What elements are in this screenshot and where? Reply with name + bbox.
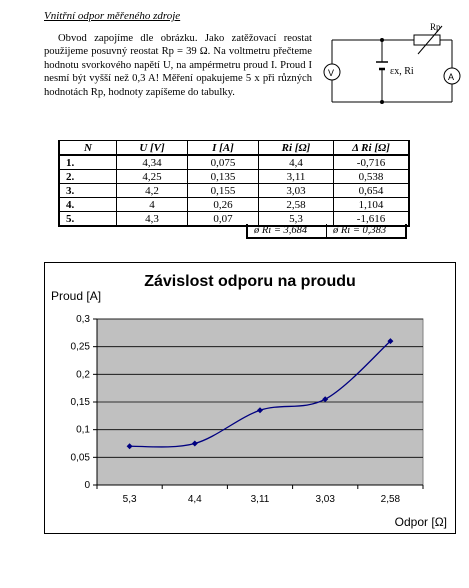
cell: 4,4	[259, 155, 334, 170]
measurement-table	[58, 140, 410, 227]
cell: 2,58	[259, 198, 334, 212]
instructions-paragraph: Obvod zapojíme dle obrázku. Jako zatěžovací reostat použijeme posuvný reostat Rp = 39 Ω. Na voltmetru přečteme hodnotu svorkového napětí U, na ampérmetru proud I. Proud I nesmí být vyšší než 0,3 A! Měření opakujeme 5 x při různých hodnotách Rp, hodnoty zapíšeme do tabulky.	[44, 33, 312, 98]
circuit-diagram	[318, 20, 464, 112]
chart-title: Závislost odporu na proudu	[144, 273, 356, 290]
x-tick-label: 2,58	[380, 494, 401, 505]
chart	[44, 262, 456, 534]
cell: 3,03	[259, 184, 334, 198]
x-tick-label: 5,3	[122, 494, 137, 505]
cell: -1,616	[334, 212, 410, 227]
cell: 3.	[59, 184, 117, 198]
cell: 0,075	[188, 155, 259, 170]
table-row	[59, 170, 409, 184]
col-header-dri: Δ Ri [Ω]	[334, 141, 410, 156]
section-heading: Vnitřní odpor měřeného zdroje	[44, 10, 181, 22]
y-tick-label: 0,2	[76, 369, 90, 381]
cell: 4.	[59, 198, 117, 212]
cell: 4	[117, 198, 188, 212]
average-ri: ø Ri = 3,684	[246, 224, 327, 239]
col-header-i: I [A]	[188, 141, 259, 156]
cell: 0,07	[188, 212, 259, 227]
cell: 4,25	[117, 170, 188, 184]
voltmeter-label: V	[328, 68, 335, 78]
cell: 0,155	[188, 184, 259, 198]
y-axis-label: Proud [A]	[51, 289, 102, 303]
x-tick-label: 3,03	[315, 494, 335, 505]
y-tick-label: 0,1	[76, 424, 90, 436]
cell: 4,2	[117, 184, 188, 198]
cell: 0,26	[188, 198, 259, 212]
average-delta-ri: ø Ri = 0,383	[327, 224, 407, 239]
cell: -0,716	[334, 155, 410, 170]
y-tick-label: 0	[84, 480, 90, 491]
x-tick-label: 3,11	[250, 494, 270, 505]
col-header-ri: Ri [Ω]	[259, 141, 334, 156]
cell: 5.	[59, 212, 117, 227]
rp-label: Rp	[430, 22, 441, 32]
cell: 1,104	[334, 198, 410, 212]
chart-plot	[45, 263, 455, 533]
average-row	[246, 224, 407, 239]
cell: 0,135	[188, 170, 259, 184]
table-row	[59, 155, 409, 170]
cell: 1.	[59, 155, 117, 170]
col-header-n: N	[59, 141, 117, 156]
y-tick-label: 0,25	[70, 341, 90, 353]
table-row	[59, 198, 409, 212]
col-header-u: U [V]	[117, 141, 188, 156]
y-tick-label: 0,3	[76, 314, 90, 325]
cell: 2.	[59, 170, 117, 184]
cell: 0,654	[334, 184, 410, 198]
cell: 4,34	[117, 155, 188, 170]
ammeter-label: A	[448, 72, 455, 82]
cell: 4,3	[117, 212, 188, 227]
y-tick-label: 0,05	[70, 452, 90, 464]
x-tick-label: 4,4	[187, 494, 202, 505]
cell: 0,538	[334, 170, 410, 184]
source-label: εx, Ri	[390, 66, 414, 77]
y-tick-label: 0,15	[70, 397, 90, 408]
cell: 5,3	[259, 212, 334, 227]
x-axis-label: Odpor [Ω]	[394, 515, 447, 529]
table-row	[59, 184, 409, 198]
cell: 3,11	[259, 170, 334, 184]
